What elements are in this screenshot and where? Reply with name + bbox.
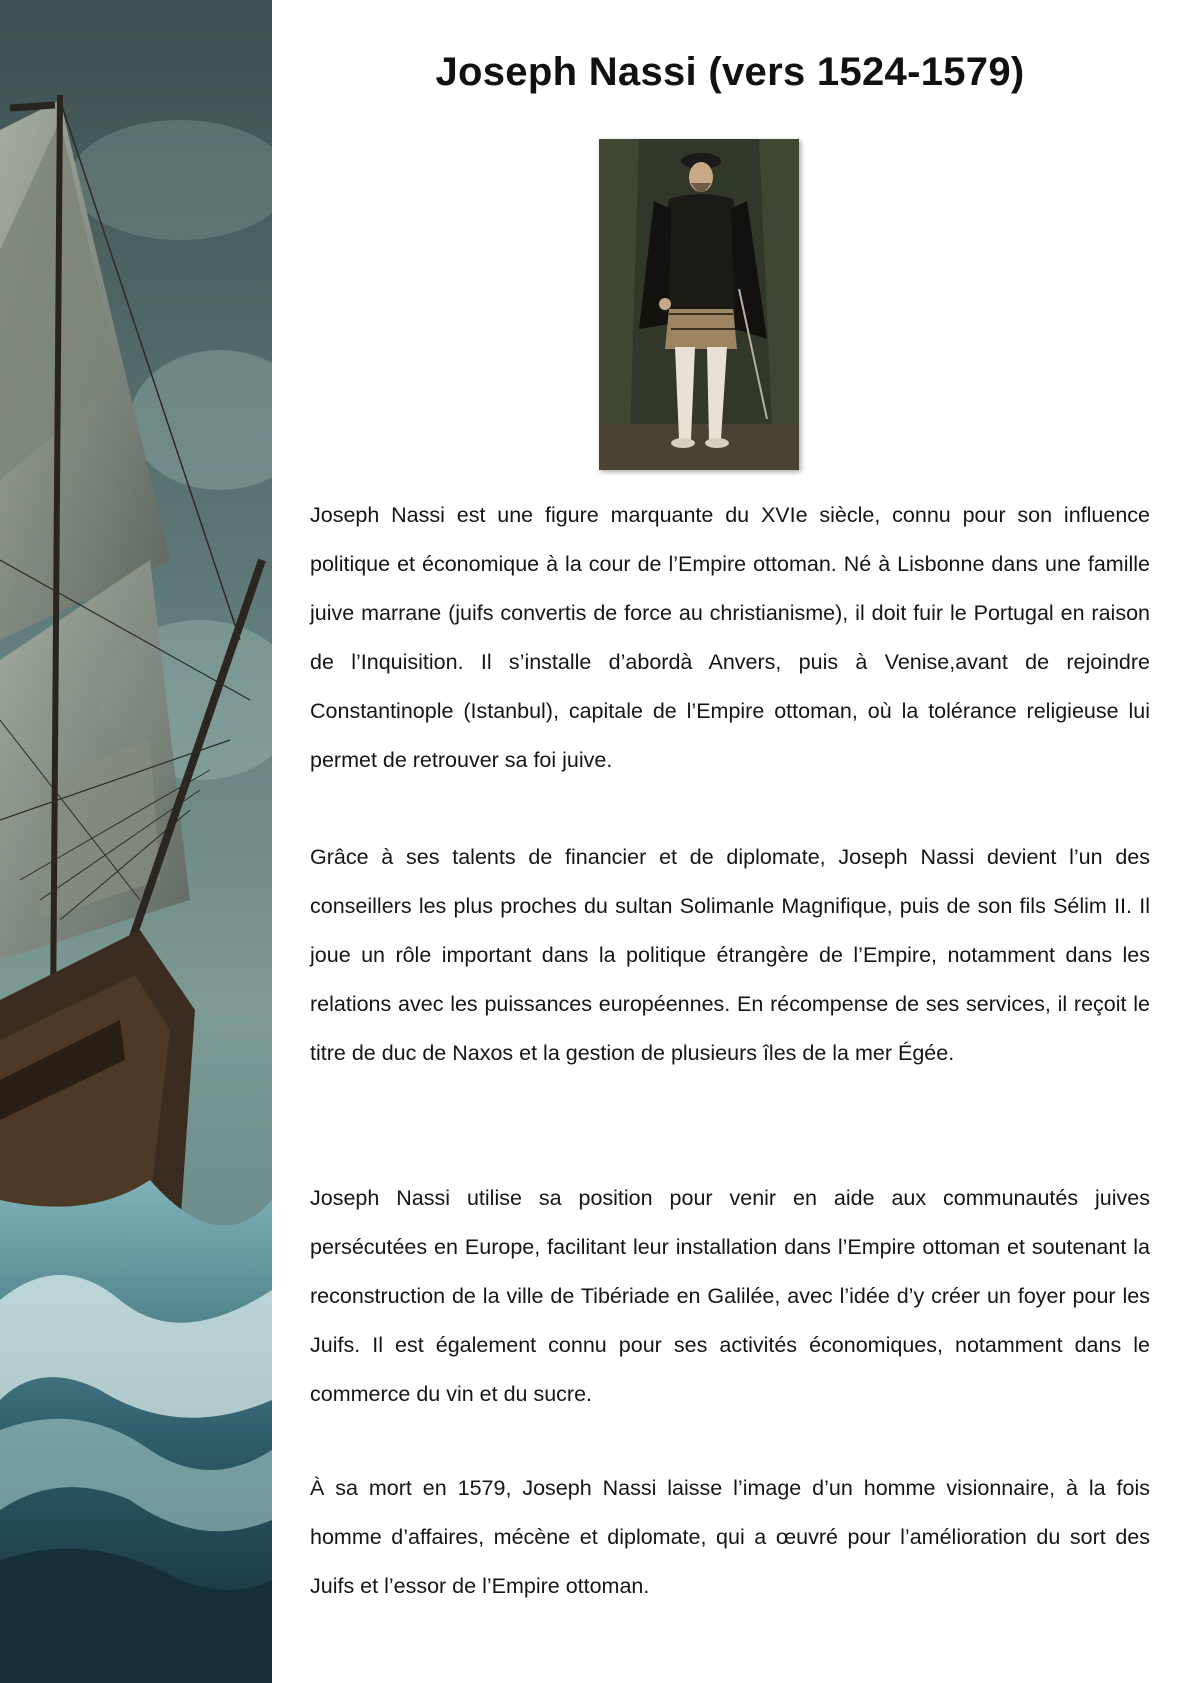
paragraph-3: Joseph Nassi utilise sa position pour venir en aide aux communautés juives persécutées en Europe, facilitant leur installation dans l’Empire ottoman et soutenant la reconstruction de la ville de Tibériade en Galilée, avec l’idée d’y créer un foyer pour les Juifs. Il est également connu pour ses activités économiques, notamment dans le commerce du vin et du sucre. [310,1186,1150,1406]
ship-illustration [0,0,272,1683]
paragraph-4: À sa mort en 1579, Joseph Nassi laisse l’image d’un homme visionnaire, à la fois homme d’affaires, mécène et diplomate, qui a œuvré pour l’amélioration du sort des Juifs et l’essor de l’Empire ottoman. [310,1476,1150,1598]
article [310,0,1150,1683]
paragraph-2: Grâce à ses talents de financier et de diplomate, Joseph Nassi devient l’un des conseillers les plus proches du sultan Solimanle Magnifique, puis de son fils Sélim II. Il joue un rôle important dans la politique étrangère de l’Empire, notamment dans les relations avec les puissances européennes. En récompense de ses services, il reçoit le titre de duc de Naxos et la gestion de plusieurs îles de la mer Égée. [310,845,1150,1065]
page-title: Joseph Nassi (vers 1524-1579) [435,50,1025,94]
paragraph-1: Joseph Nassi est une figure marquante du XVIe siècle, connu pour son influence politique et économique à la cour de l’Empire ottoman. Né à Lisbonne dans une famille juive marrane (juifs convertis de force au christianisme), il doit fuir le Portugal en raison de l’Inquisition. Il s’installe d’abordà Anvers, puis à Venise,avant de rejoindre Constantinople (Istanbul), capitale de l’Empire ottoman, où la tolérance religieuse lui permet de retrouver sa foi juive. [310,503,1150,772]
portrait-image [599,139,799,470]
